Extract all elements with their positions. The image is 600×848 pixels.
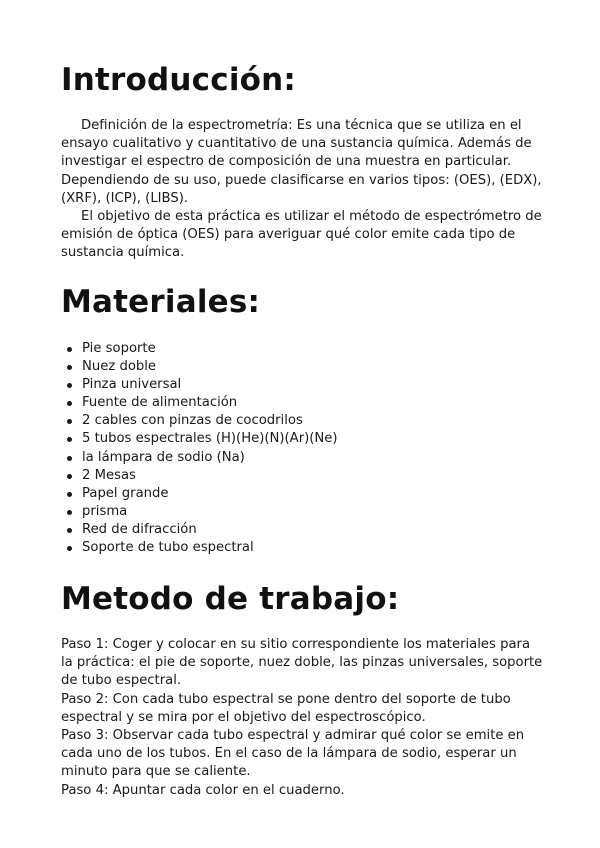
list-item: 5 tubos espectrales (H)(He)(N)(Ar)(Ne) xyxy=(61,430,338,448)
section-title-introduccion: Introducción: xyxy=(61,62,297,98)
list-item: la lámpara de sodio (Na) xyxy=(61,449,338,467)
list-item: Soporte de tubo espectral xyxy=(61,539,338,557)
list-item: Papel grande xyxy=(61,485,338,503)
section-title-materiales: Materiales: xyxy=(61,284,261,320)
list-item: prisma xyxy=(61,503,338,521)
list-item: 2 Mesas xyxy=(61,467,338,485)
list-item: 2 cables con pinzas de cocodrilos xyxy=(61,412,338,430)
list-item: Pinza universal xyxy=(61,376,338,394)
list-item: Nuez doble xyxy=(61,358,338,376)
list-item: Pie soporte xyxy=(61,340,338,358)
materials-list xyxy=(61,340,338,557)
list-item: Red de difracción xyxy=(61,521,338,539)
section-title-metodo: Metodo de trabajo: xyxy=(61,581,400,617)
intro-paragraph-definition: Definición de la espectrometría: Es una técnica que se utiliza en el ensayo cualitativo y cuantitativo de una sustancia química. Además de investigar el espectro de composición de una muestra en particular. Dependiendo de su uso, puede clasificarse en varios tipos: (OES), (EDX), (XRF), (ICP), (LIBS). xyxy=(61,118,542,206)
method-step-1: Paso 1: Coger y colocar en su sitio correspondiente los materiales para la práctica: el pie de soporte, nuez doble, las pinzas universales, soporte de tubo espectral. xyxy=(61,637,543,689)
method-steps xyxy=(61,636,543,800)
intro-paragraph-objective: El objetivo de esta práctica es utilizar el método de espectrómetro de emisión de óptica (OES) para averiguar qué color emite cada tipo de sustancia química. xyxy=(61,209,542,261)
method-step-4: Paso 4: Apuntar cada color en el cuaderno. xyxy=(61,782,345,798)
method-step-2: Paso 2: Con cada tubo espectral se pone dentro del soporte de tubo espectral y se mira por el objetivo del espectroscópico. xyxy=(61,691,511,725)
list-item: Fuente de alimentación xyxy=(61,394,338,412)
method-step-3: Paso 3: Observar cada tubo espectral y admirar qué color se emite en cada uno de los tubos. En el caso de la lámpara de sodio, esperar un minuto para que se caliente. xyxy=(61,728,525,780)
